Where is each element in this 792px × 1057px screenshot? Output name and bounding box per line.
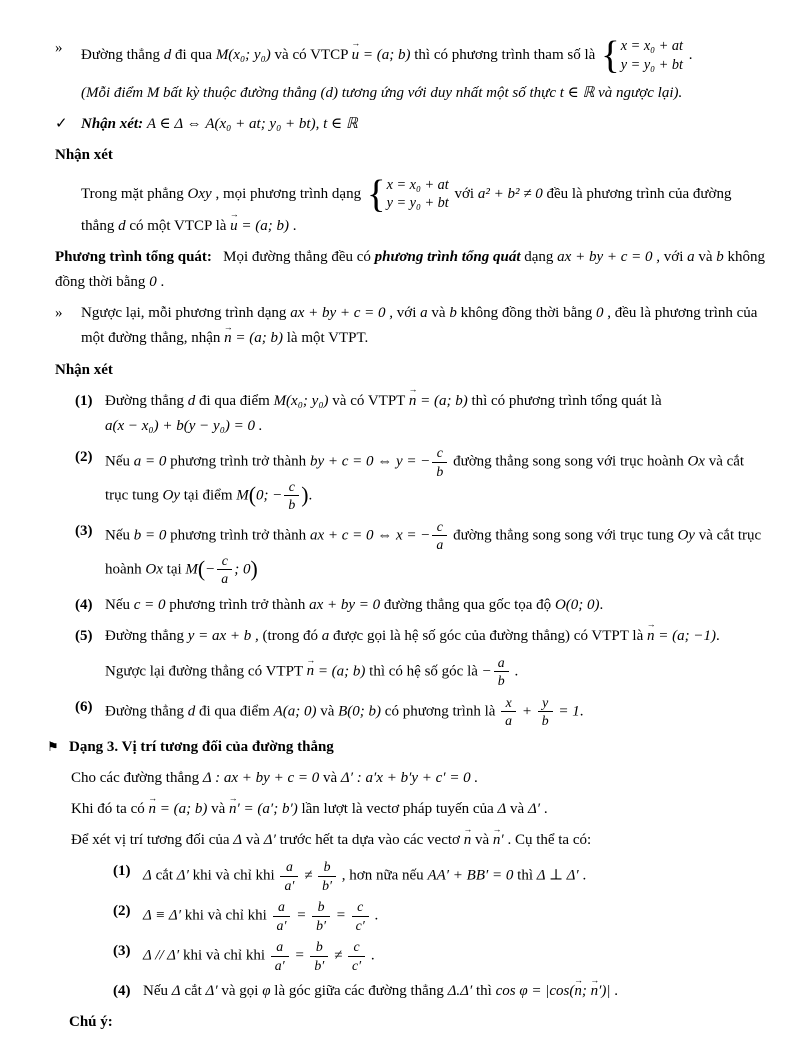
item-number: (1) — [75, 392, 93, 409]
item-6-intercept — [75, 694, 766, 729]
text-run: khi và chỉ khi — [180, 907, 271, 924]
text-run: và có VTCP — [270, 46, 352, 63]
text-run: (Mỗi điểm M bất kỳ thuộc đường thẳng (d) tương ứng với duy nhất một số thực t ∈ ℝ và ngược lại). — [81, 85, 683, 101]
fraction-denominator: b — [497, 673, 505, 689]
text-run: Trong mặt phẳng — [81, 185, 188, 202]
text-run: by + c = 0 ⇔ y = − — [309, 453, 431, 470]
fraction-numerator: c — [432, 519, 447, 536]
text-run: trước hết ta dựa vào các vectơ — [275, 832, 464, 849]
item-5-slope — [75, 624, 766, 649]
text-run: = 1 — [554, 703, 580, 720]
equation-line: y = y₀ + bt — [620, 56, 683, 73]
fraction-denominator: b′ — [316, 917, 327, 933]
check-icon: ✓ — [55, 116, 68, 133]
text-run: 0; − — [256, 487, 283, 504]
fraction-numerator: c — [432, 445, 447, 462]
text-run: là góc giữa các đường thẳng — [270, 983, 448, 1000]
text-run: = — [332, 907, 350, 924]
fraction — [318, 859, 336, 893]
text-run: d — [118, 217, 126, 234]
text-run: . — [684, 46, 693, 63]
text-run: . Cụ thể ta có: — [503, 832, 592, 849]
text-run: d — [187, 703, 196, 720]
fraction-denominator: b — [288, 497, 296, 513]
text-run: b = 0 — [133, 527, 167, 544]
text-run: ax + c = 0 ⇔ x = − — [309, 527, 431, 544]
fraction — [217, 553, 232, 587]
text-run: Δ′ — [527, 801, 541, 818]
text-run: Δ — [497, 801, 507, 818]
text-run: M(x₀; y₀) — [273, 392, 329, 409]
text-run: ) — [301, 483, 309, 507]
text-run: Oxy — [187, 185, 212, 202]
text-run: đều là phương trình của đường thẳng — [81, 185, 732, 234]
fraction — [271, 939, 289, 973]
fraction-denominator: a — [436, 537, 444, 553]
text-run: . — [370, 907, 379, 924]
text-run: b — [716, 248, 724, 265]
fraction-denominator: c′ — [351, 957, 362, 973]
text-run: Ngược lại đường thẳng có VTPT — [105, 663, 307, 680]
text-run: đi qua điểm — [195, 392, 274, 409]
equation-line: x = x₀ + at — [620, 37, 683, 54]
text-run: Δ // Δ′ — [143, 947, 180, 964]
text-run: ′ = (a′; b′) — [236, 801, 298, 818]
text-run: = — [292, 907, 311, 924]
text-run: a² + b² ≠ 0 — [477, 185, 543, 202]
fraction-numerator: c — [217, 553, 232, 570]
item-5-cont — [105, 655, 766, 689]
text-run: . — [610, 983, 619, 1000]
text-run: Nếu — [105, 527, 134, 544]
text-run: . — [540, 801, 548, 818]
text-run: đường thẳng song song với trục hoành — [449, 453, 688, 470]
text-run: . — [289, 217, 297, 234]
text-run: được gọi là hệ số góc của đường thẳng) có VTPT là — [329, 627, 647, 644]
text-run: . — [510, 663, 519, 680]
text-run: = (a; b) — [359, 46, 411, 63]
item-1-vtpt — [75, 389, 766, 439]
text-run: và — [319, 769, 341, 786]
equation-line: x = x₀ + at — [386, 176, 449, 193]
text-run: lần lượt là vectơ pháp tuyến của — [297, 801, 498, 818]
text-run: Đường thẳng — [105, 703, 188, 720]
text-run: Δ′ — [263, 832, 276, 849]
text-run: . — [156, 273, 165, 290]
fraction — [494, 655, 509, 689]
text-run: , mọi phương trình dạng — [211, 185, 365, 202]
fraction-numerator: a — [273, 899, 291, 916]
text-run: đi qua — [171, 46, 216, 63]
item-4-c0 — [75, 593, 766, 618]
bullet-icon: » — [55, 305, 63, 322]
text-run: không đồng thời bằng — [55, 248, 766, 290]
text-run: Để xét vị trí tương đối của — [71, 832, 234, 849]
fraction-numerator: c — [352, 899, 369, 916]
text-run: thì có phương trình tổng quát là — [467, 392, 662, 409]
fraction-denominator: a′ — [276, 917, 287, 933]
fraction-numerator: a — [271, 939, 289, 956]
text-run: ′ — [500, 832, 504, 849]
text-run: và có VTPT — [328, 392, 409, 409]
equation-system-lines — [621, 37, 683, 74]
text-run: . — [715, 627, 720, 644]
text-run: . — [578, 867, 587, 884]
text-run: Chú ý: — [69, 1014, 113, 1031]
para-general-equation — [55, 245, 766, 295]
text-run: . — [308, 487, 313, 504]
text-run: Δ′ — [205, 983, 218, 1000]
text-run: a — [321, 627, 330, 644]
text-run: thì có phương trình tham số là — [410, 46, 600, 63]
text-run: ≠ — [330, 947, 346, 964]
text-run: Dạng 3. Vị trí tương đối của đường thẳng — [69, 738, 334, 755]
text-run: φ — [262, 983, 271, 1000]
para-khi-do — [71, 797, 766, 822]
fraction-numerator: y — [538, 695, 553, 712]
text-run: và gọi — [217, 983, 263, 1000]
text-run: cắt — [151, 867, 177, 884]
text-run: thì — [513, 867, 537, 884]
text-run: ax + by = 0 — [309, 596, 381, 613]
text-run: = (a; b) — [237, 217, 290, 234]
heading-nhan-xet — [55, 143, 766, 168]
text-run: và — [242, 832, 264, 849]
text-run: O(0; 0) — [554, 596, 600, 613]
text-run: d — [187, 392, 196, 409]
vector-symbol: u → — [352, 43, 360, 68]
text-run: Oy — [162, 487, 180, 504]
fraction-denominator: a — [505, 713, 513, 729]
text-run: A(a; 0) — [273, 703, 317, 720]
text-run: . — [579, 703, 584, 720]
text-run: ≠ — [300, 867, 317, 884]
bullet-icon: » — [55, 40, 63, 56]
fraction — [273, 899, 291, 933]
vector-symbol: n → — [409, 389, 417, 414]
text-run: với — [393, 305, 421, 322]
fraction — [280, 859, 298, 893]
text-run: Nếu — [105, 596, 134, 613]
text-run: Cho các đường thẳng — [71, 769, 203, 786]
heading-nhan-xet-2 — [55, 358, 766, 383]
heading-dang-3 — [47, 735, 766, 760]
text-run: M(x₀; y₀) — [215, 46, 271, 63]
fraction-numerator: b — [312, 899, 330, 916]
text-run: B(0; b) — [338, 703, 382, 720]
text-run: ( — [248, 483, 256, 507]
fraction-numerator: c — [348, 939, 365, 956]
text-run: Ox — [687, 453, 705, 470]
fraction-numerator: a — [280, 859, 298, 876]
text-run: và — [506, 801, 528, 818]
text-run: không đồng thời bằng — [456, 305, 596, 322]
text-run: tại điểm — [180, 487, 237, 504]
text-run: Ox — [145, 561, 163, 578]
fraction — [348, 939, 365, 973]
fraction-numerator: a — [494, 655, 509, 672]
text-run: = — [290, 947, 309, 964]
text-run: − — [481, 663, 492, 680]
text-run: ( — [197, 556, 206, 581]
item-2-a0 — [75, 445, 766, 513]
text-run: Nhận xét — [55, 147, 113, 164]
fraction-denominator: b′ — [314, 957, 325, 973]
text-run: là một VTPT. — [283, 330, 369, 347]
text-run: Δ′ — [176, 867, 189, 884]
text-run: (trong đó — [258, 627, 322, 644]
text-run: Δ — [233, 832, 243, 849]
text-run: Phương trình tổng quát: — [55, 248, 212, 265]
item-number: (5) — [75, 627, 93, 644]
fraction-numerator: x — [501, 695, 516, 712]
item-number: (1) — [113, 863, 131, 880]
text-run: ; — [581, 983, 591, 1000]
fraction-denominator: b′ — [322, 877, 333, 893]
vector-symbol: n → — [148, 797, 156, 822]
vector-symbol: n → — [464, 828, 472, 853]
text-run: Δ — [143, 867, 152, 884]
text-run: Δ ⊥ Δ′ — [536, 867, 579, 884]
vector-symbol: n → — [493, 828, 501, 853]
vector-symbol: n → — [224, 326, 232, 351]
text-run: 0 — [149, 273, 157, 290]
text-run: Nhận xét — [55, 361, 113, 378]
item-number: (6) — [75, 698, 93, 715]
para-nguoc-lai — [55, 301, 766, 351]
text-run: Đường thẳng — [105, 627, 188, 644]
text-run: thì có hệ số góc là — [365, 663, 482, 680]
fraction — [284, 479, 299, 513]
text-run: cos φ = |cos( — [495, 983, 575, 1000]
para-note-italic — [81, 81, 766, 106]
fraction-numerator: c — [284, 479, 299, 496]
text-run: = (a; b) — [155, 801, 208, 818]
text-run: và — [427, 305, 450, 322]
text-run: Oy — [677, 527, 695, 544]
equation-system-lines — [387, 176, 449, 213]
dang3-item-1 — [113, 859, 766, 893]
text-run: = (a; −1) — [654, 627, 716, 644]
text-run: a — [687, 248, 695, 265]
text-run: b — [449, 305, 457, 322]
text-run: . — [367, 947, 375, 964]
text-run: tại — [162, 561, 186, 578]
text-run: ; 0 — [234, 561, 251, 578]
text-run: A ∈ Δ ⇔ A(x₀ + at; y₀ + bt), t ∈ ℝ — [146, 116, 358, 133]
heading-chu-y — [69, 1010, 766, 1035]
text-run: c = 0 — [133, 596, 166, 613]
text-run: Nếu — [105, 453, 134, 470]
text-run: y = ax + b , — [187, 627, 259, 644]
text-run: d — [163, 46, 172, 63]
vector-symbol: n → — [574, 979, 582, 1004]
text-run: và — [471, 832, 493, 849]
text-run: Đường thẳng — [81, 46, 164, 63]
text-run: và — [207, 801, 230, 818]
text-run: AA′ + BB′ = 0 — [427, 867, 514, 884]
dang3-item-4 — [113, 979, 766, 1004]
text-run: Δ ≡ Δ′ — [143, 907, 181, 924]
text-run: phương trình trở thành — [165, 596, 310, 613]
fraction-denominator: a′ — [284, 877, 295, 893]
text-run: 0 — [596, 305, 604, 322]
vector-symbol: n → — [591, 979, 599, 1004]
fraction — [432, 445, 447, 479]
fraction-denominator: a′ — [274, 957, 285, 973]
text-run: đường thẳng qua gốc tọa độ — [380, 596, 555, 613]
text-run: phương trình trở thành — [166, 527, 310, 544]
para-parametric-equation — [55, 34, 766, 77]
text-run: Nếu — [143, 983, 172, 1000]
text-run: Đường thẳng — [105, 392, 188, 409]
fraction-numerator: b — [318, 859, 336, 876]
text-run: . — [599, 596, 604, 613]
text-run: + — [518, 703, 536, 720]
flag-icon: ⚑ — [47, 738, 59, 754]
fraction-denominator: b — [541, 713, 549, 729]
para-de-xet — [71, 828, 766, 853]
vector-symbol: u → — [230, 214, 238, 239]
equation-system — [366, 172, 449, 216]
text-run: Mọi đường thẳng đều có — [211, 248, 375, 265]
text-run: Δ′ : a′x + b′y + c′ = 0 . — [340, 769, 479, 786]
item-number: (3) — [113, 943, 131, 960]
item-3-b0 — [75, 518, 766, 587]
text-run: với — [450, 185, 478, 202]
text-run: và cắt trục tung — [105, 453, 745, 504]
equation-system — [601, 36, 683, 75]
fraction-denominator: c′ — [355, 917, 365, 933]
text-run: đường thẳng song song với trục tung — [449, 527, 678, 544]
para-nhan-xet-inline — [55, 112, 766, 137]
text-run: Khi đó ta có — [71, 801, 149, 818]
fraction-numerator: b — [310, 939, 328, 956]
fraction — [312, 899, 330, 933]
equation-line: y = y₀ + bt — [386, 195, 449, 212]
fraction — [352, 899, 369, 933]
para-cho-cac-duong-thang — [71, 766, 766, 791]
fraction — [432, 519, 447, 553]
text-run: a = 0 — [133, 453, 167, 470]
text-run: − — [205, 561, 216, 578]
text-run: ax + by + c = 0 , — [557, 248, 661, 265]
text-run: Δ : ax + by + c = 0 — [202, 769, 320, 786]
text-run: thì — [472, 983, 496, 1000]
text-run: a(x − x₀) + b(y − y₀) = 0 . — [105, 417, 263, 434]
text-run: đi qua điểm — [195, 703, 274, 720]
fraction-denominator: a — [221, 571, 229, 587]
dang3-item-2 — [113, 899, 766, 933]
text-run: có phương trình là — [381, 703, 500, 720]
text-run: = (a; b) — [416, 392, 468, 409]
text-run: khi và chỉ khi — [188, 867, 279, 884]
text-run: và — [694, 248, 717, 265]
text-run: = (a; b) — [314, 663, 366, 680]
text-run: Nhận xét: — [81, 116, 147, 133]
text-run: a — [420, 305, 428, 322]
text-run: , đều là phương trình của một đường thẳng, nhận — [81, 305, 758, 347]
text-run: Δ.Δ′ — [447, 983, 473, 1000]
item-number: (3) — [75, 522, 93, 539]
vector-symbol: n → — [307, 659, 315, 684]
brace-glyph: { — [601, 34, 620, 77]
text-run: , hơn nữa nếu — [338, 867, 428, 884]
text-run: phương trình tổng quát — [374, 248, 521, 265]
fraction-denominator: b — [436, 463, 444, 479]
item-number: (4) — [75, 596, 93, 613]
text-run: và cắt trục hoành — [105, 527, 762, 578]
text-run: khi và chỉ khi — [179, 947, 269, 964]
item-number: (2) — [75, 449, 93, 466]
text-run: ) — [250, 556, 258, 581]
item-number: (4) — [113, 983, 131, 1000]
text-run: và — [316, 703, 339, 720]
vector-symbol: n → — [647, 624, 655, 649]
text-run: với — [660, 248, 688, 265]
text-run: = (a; b) — [231, 330, 283, 347]
text-run: M — [236, 487, 249, 504]
fraction — [310, 939, 328, 973]
item-number: (2) — [113, 903, 131, 920]
text-run: ax + by + c = 0 , — [290, 305, 394, 322]
fraction — [538, 695, 553, 729]
brace-glyph: { — [366, 172, 386, 216]
text-run: ′)| — [598, 983, 611, 1000]
text-run: Δ — [171, 983, 181, 1000]
para-oxy-plane — [81, 172, 766, 239]
text-run: Ngược lại, mỗi phương trình dạng — [81, 305, 291, 322]
text-run: dạng — [520, 248, 558, 265]
text-run: phương trình trở thành — [166, 453, 310, 470]
text-run: có một VTCP là — [125, 217, 231, 234]
text-run: cắt — [180, 983, 206, 1000]
dang3-item-3 — [113, 939, 766, 973]
fraction — [501, 695, 516, 729]
vector-symbol: n → — [229, 797, 237, 822]
text-run: M — [185, 561, 198, 578]
